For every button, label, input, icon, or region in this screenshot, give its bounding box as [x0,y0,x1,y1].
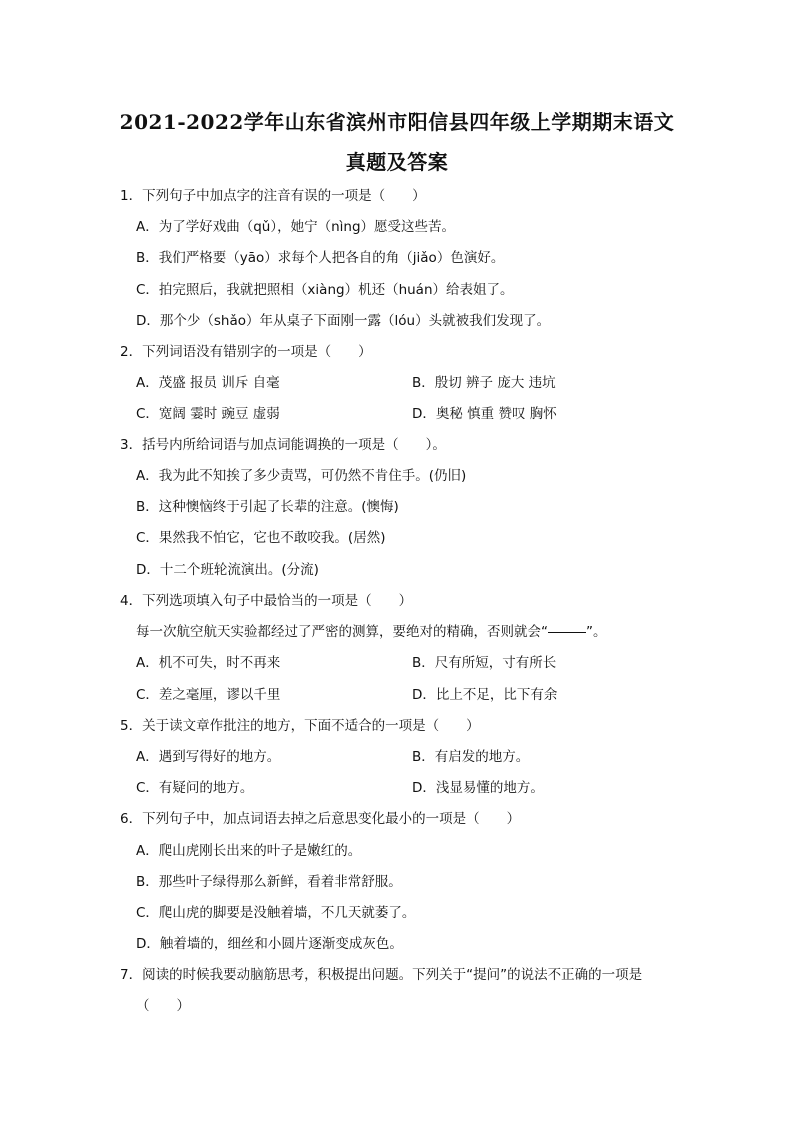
question-6-option-c: C．爬山虎的脚要是没触着墙，不几天就萎了。 [136,905,416,921]
question-2-option-b: B．殷切 辨子 庞大 违坑 [412,375,556,391]
question-7-answer-parentheses: （ ） [136,998,190,1014]
question-6-option-a: A．爬山虎刚长出来的叶子是嫩红的。 [136,843,362,859]
question-6-option-b: B．那些叶子绿得那么新鲜，看着非常舒服。 [136,874,402,890]
document-title-line-1: 2021-2022学年山东省滨州市阳信县四年级上学期期末语文 [119,110,675,134]
question-4-option-a: A．机不可失，时不再来 [136,655,281,671]
question-2-option-d: D．奥秘 慎重 赞叹 胸怀 [412,406,557,422]
question-3-option-c: C．果然我不怕它，它也不敢咬我。(居然) [136,530,386,546]
question-4-option-d: D．比上不足，比下有余 [412,687,558,703]
question-2-option-c: C．宽阔 霎时 豌豆 虚弱 [136,406,280,422]
question-1-option-c: C．拍完照后，我就把照相（xiàng）机还（huán）给表姐了。 [136,282,514,298]
question-4-option-c: C．差之毫厘，谬以千里 [136,687,281,703]
document-title-line-2: 真题及答案 [345,150,449,174]
question-3-option-b: B．这种懊恼终于引起了长辈的注意。(懊悔) [136,499,399,515]
question-4-stem: 4．下列选项填入句子中最恰当的一项是（ ） [120,593,413,609]
question-5-option-d: D．浅显易懂的地方。 [412,780,544,796]
question-1-stem: 1．下列句子中加点字的注音有误的一项是（ ） [120,188,426,204]
question-2-stem: 2．下列词语没有错别字的一项是（ ） [120,344,372,360]
question-1-option-a: A．为了学好戏曲（qǔ），她宁（nìng）愿受这些苦。 [136,219,456,235]
question-5-stem: 5．关于读文章作批注的地方，下面不适合的一项是（ ） [120,718,480,734]
question-6-option-d: D．触着墙的，细丝和小圆片逐渐变成灰色。 [136,936,403,952]
question-4-sentence-before: 每一次航空航天实验都经过了严密的测算，要绝对的精确，否则就会“ [136,624,548,640]
question-6-stem: 6．下列句子中，加点词语去掉之后意思变化最小的一项是（ ） [120,811,521,827]
question-4-option-b: B．尺有所短，寸有所长 [412,655,557,671]
question-4-sentence-after: ”。 [586,624,607,640]
question-7-stem: 7．阅读的时候我要动脑筋思考，积极提出问题。下列关于“提问”的说法不正确的一项是 [120,967,643,983]
question-1-option-b: B．我们严格要（yāo）求每个人把各自的角（jiǎo）色演好。 [136,250,505,266]
question-3-stem: 3．括号内所给词语与加点词能调换的一项是（ ）。 [120,437,446,453]
question-5-option-a: A．遇到写得好的地方。 [136,749,281,765]
question-5-option-c: C．有疑问的地方。 [136,780,254,796]
question-4-sentence [136,623,607,641]
fill-in-blank [548,632,586,633]
question-1-option-d: D．那个少（shǎo）年从桌子下面刚一露（lóu）头就被我们发现了。 [136,313,551,329]
question-5-option-b: B．有启发的地方。 [412,749,530,765]
question-3-option-a: A．我为此不知挨了多少责骂，可仍然不肯住手。(仍旧) [136,468,467,484]
question-2-option-a: A．茂盛 报员 训斥 自毫 [136,375,280,391]
question-3-option-d: D．十二个班轮流演出。(分流) [136,562,319,578]
